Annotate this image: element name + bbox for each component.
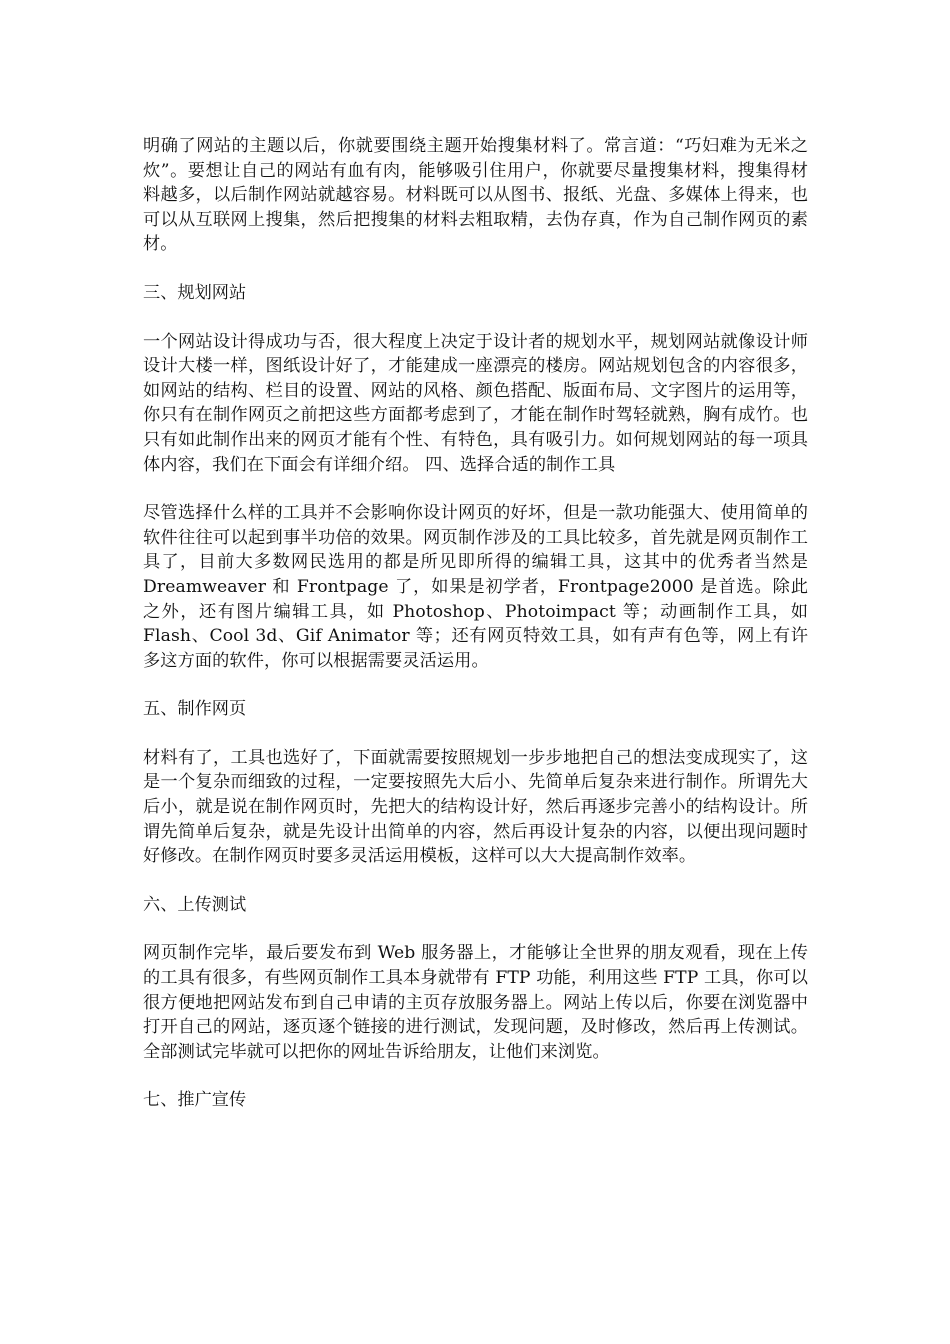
heading-promotion: 七、推广宣传 xyxy=(143,1090,247,1111)
paragraph-materials: 明确了网站的主题以后，你就要围绕主题开始搜集材料了。常言道：“巧妇难为无米之炊”。要想让自己的网站有血有肉，能够吸引住用户，你就要尽量搜集材料，搜集得材料越多，以后制作网站就越容易。材料既可以从图书、报纸、光盘、多媒体上得来，也可以从互联网上搜集，然后把搜集的材料去粗取精，去伪存真，作为自己制作网页的素材。 xyxy=(143,136,808,255)
paragraph-plan-site: 一个网站设计得成功与否，很大程度上决定于设计者的规划水平，规划网站就像设计师设计大楼一样，图纸设计好了，才能建成一座漂亮的楼房。网站规划包含的内容很多，如网站的结构、栏目的设置、网站的风格、颜色搭配、版面布局、文字图片的运用等，你只有在制作网页之前把这些方面都考虑到了，才能在制作时驾轻就熟，胸有成竹。也只有如此制作出来的网页才能有个性、有特色，具有吸引力。如何规划网站的每一项具体内容，我们在下面会有详细介绍。 四、选择合适的制作工具 xyxy=(143,331,808,475)
paragraph-make-pages: 材料有了，工具也选好了，下面就需要按照规划一步步地把自己的想法变成现实了，这是一个复杂而细致的过程，一定要按照先大后小、先简单后复杂来进行制作。所谓先大后小，就是说在制作网页时，先把大的结构设计好，然后再逐步完善小的结构设计。所谓先简单后复杂，就是先设计出简单的内容，然后再设计复杂的内容，以便出现问题时好修改。在制作网页时要多灵活运用模板，这样可以大大提高制作效率。 xyxy=(143,747,808,867)
heading-plan-site: 三、规划网站 xyxy=(143,282,247,303)
paragraph-upload-test: 网页制作完毕，最后要发布到 Web 服务器上，才能够让全世界的朋友观看，现在上传的工具有很多，有些网页制作工具本身就带有 FTP 功能，利用这些 FTP 工具，你可以很方便地把网站发布到自己申请的主页存放服务器上。网站上传以后，你要在浏览器中打开自己的网站，逐页逐个链接的进行测试，发现问题，及时修改，然后再上传测试。全部测试完毕就可以把你的网址告诉给朋友，让他们来浏览。 xyxy=(143,943,808,1062)
document-page xyxy=(143,134,808,1137)
heading-upload-test: 六、上传测试 xyxy=(143,894,247,915)
paragraph-choose-tools: 尽管选择什么样的工具并不会影响你设计网页的好坏，但是一款功能强大、使用简单的软件往往可以起到事半功倍的效果。网页制作涉及的工具比较多，首先就是网页制作工具了，目前大多数网民选用的都是所见即所得的编辑工具，这其中的优秀者当然是 Dreamweaver 和 Frontpage 了，如果是初学者，Frontpage2000 是首选。除此之外，还有图片编辑工具，如 Photoshop、Photoimpact 等；动画制作工具，如 Flash、Cool 3d、Gif Animator 等；还有网页特效工具，如有声有色等，网上有许多这方面的软件，你可以根据需要灵活运用。 xyxy=(143,503,808,671)
heading-make-pages: 五、制作网页 xyxy=(143,699,247,720)
